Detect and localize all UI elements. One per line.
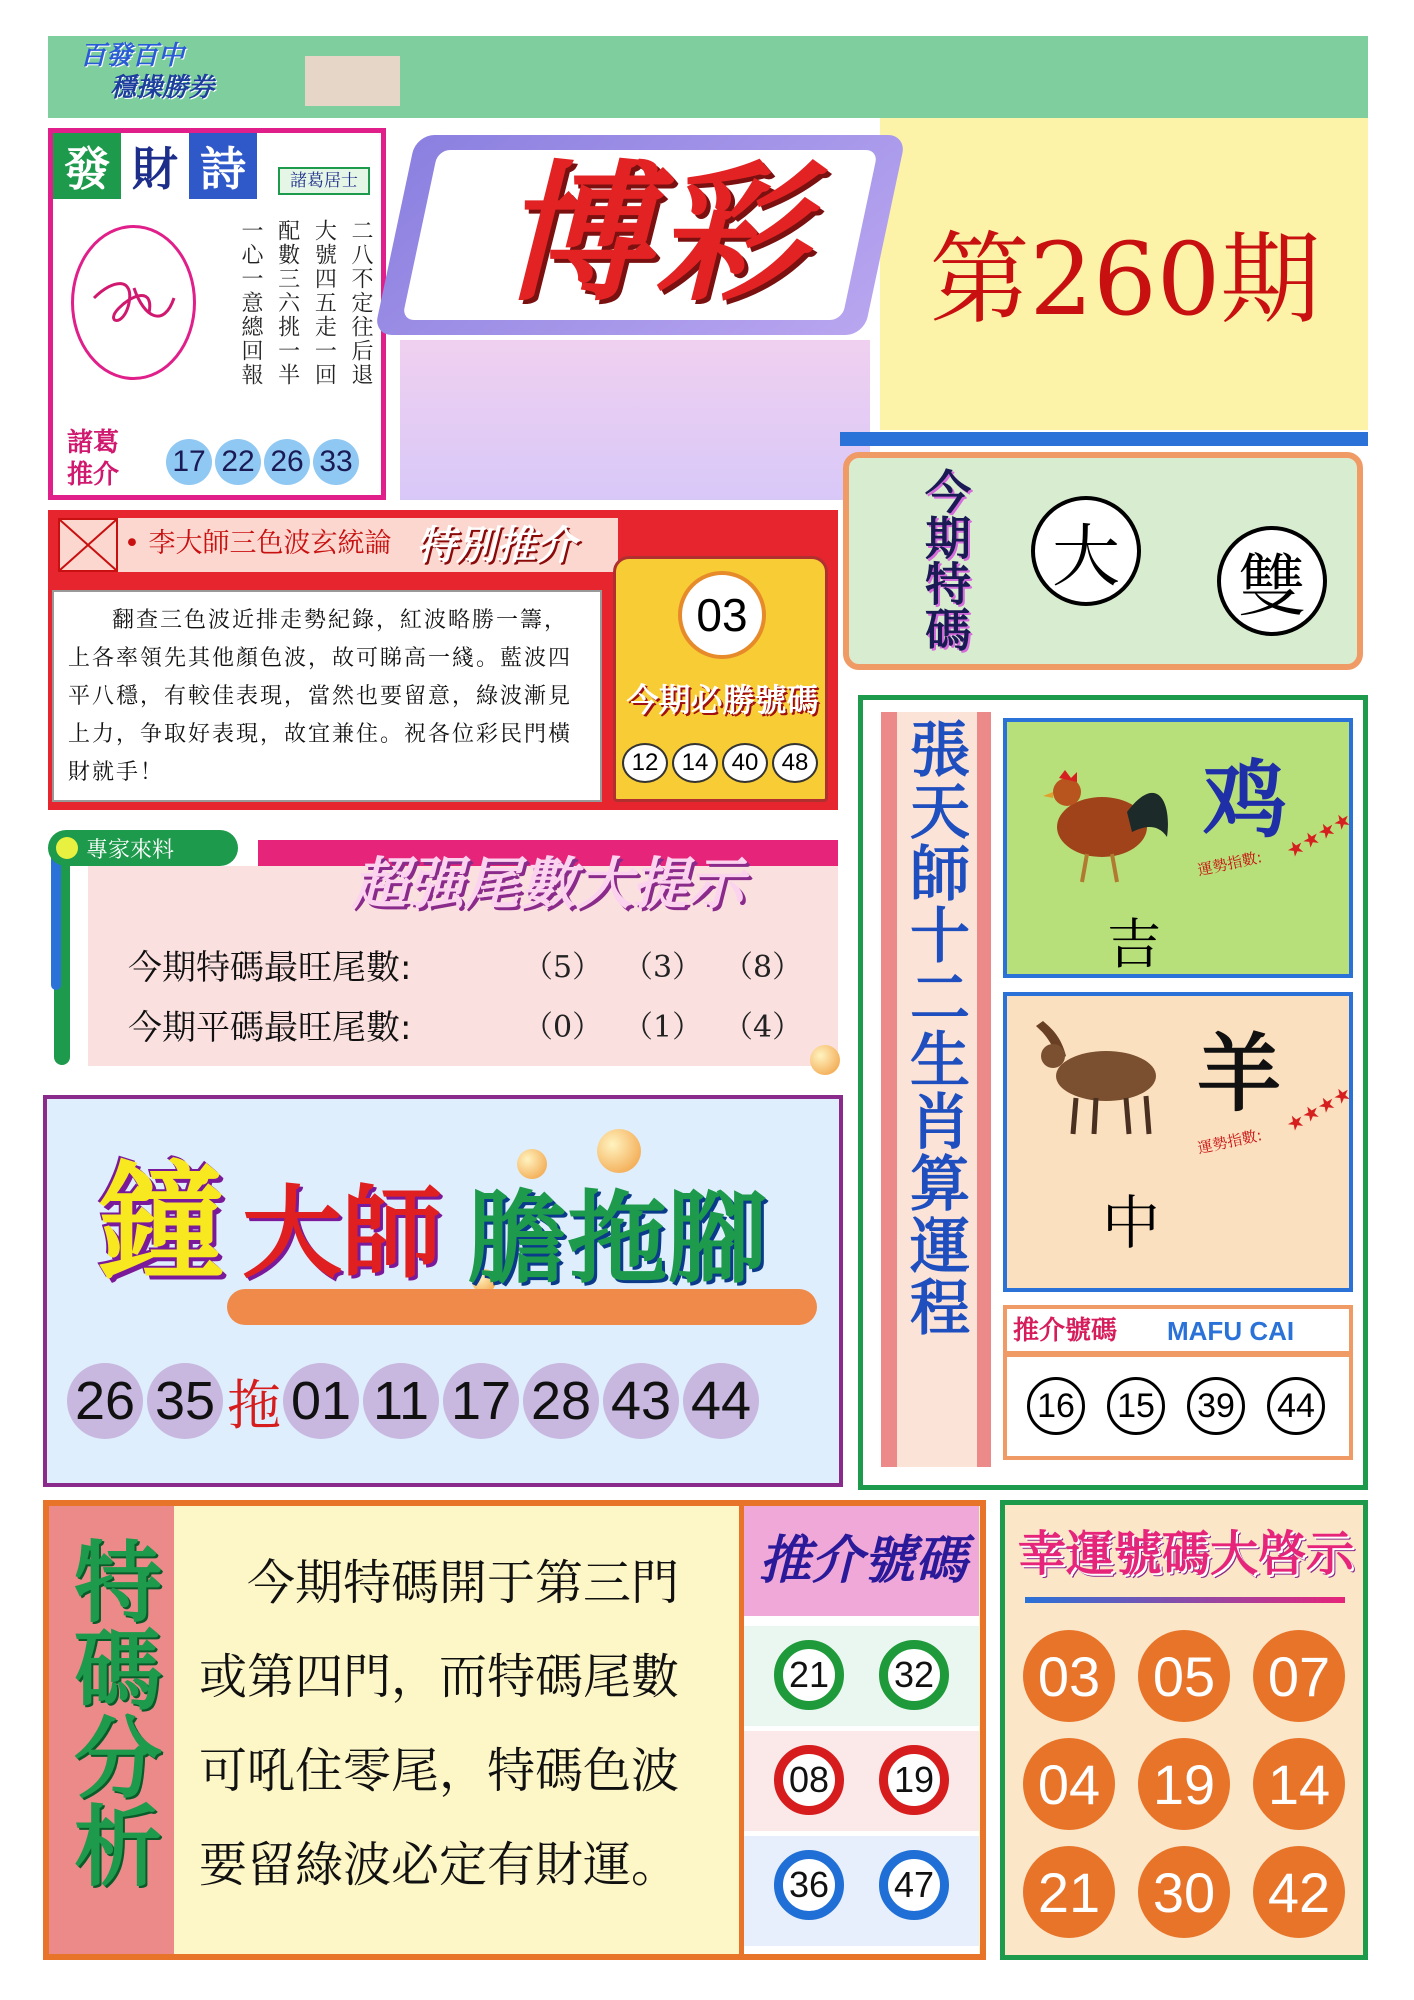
tail-title: 超强尾數大提示 [352, 852, 744, 917]
goat-card [1003, 992, 1356, 1292]
zodiac-animal-1: 鸡 [1203, 751, 1288, 849]
tail-value: （8） [723, 950, 803, 985]
lucky-ball: 03 [1023, 1630, 1115, 1722]
zodiac-rec-divider [1007, 1351, 1349, 1357]
tail-value: （5） [523, 950, 603, 985]
color-wave-panel [48, 510, 838, 810]
recommend-ball: 08 [774, 1745, 844, 1815]
rooster-card [1003, 718, 1356, 978]
recommend-ball: 36 [774, 1850, 844, 1920]
zhong-numbers [67, 1361, 837, 1441]
decor-bubble [810, 1045, 840, 1075]
must-win-ball: 40 [722, 743, 768, 783]
zhong-ball: 01 [283, 1363, 359, 1439]
color-wave-body [52, 590, 602, 802]
slogan-line2: 穩操勝券 [110, 73, 215, 103]
fortune-label: 運勢指數: [1196, 848, 1264, 880]
zhong-ball: 17 [443, 1363, 519, 1439]
must-win-box [613, 556, 828, 802]
poem-lines [235, 219, 375, 439]
zhong-title-2: 大師 [242, 1175, 442, 1292]
tail-tag [48, 830, 238, 866]
poem-author: 諸葛居士 [278, 167, 370, 195]
recommend-panel [739, 1506, 979, 1954]
lucky-ball: 19 [1138, 1738, 1230, 1830]
poem-title-char: 詩 [189, 133, 257, 199]
zodiac-rec-ball: 39 [1187, 1377, 1245, 1435]
must-win-top-ball: 03 [678, 571, 766, 659]
must-win-label: 今期必勝號碼 [626, 681, 819, 719]
special-code-value: 大 [1031, 496, 1141, 606]
zhong-ball: 35 [147, 1363, 223, 1439]
poem-line: 一心一意總回報 [238, 219, 263, 387]
zodiac-animal-2: 羊 [1197, 1025, 1282, 1123]
slogan-line1: 百發百中 [80, 41, 185, 71]
poem-line: 大號四五走一回 [311, 219, 337, 387]
analysis-line: 要留綠波必定有財運。 [199, 1837, 680, 1893]
poem-number-ball: 26 [264, 439, 310, 485]
must-win-ball: 48 [772, 743, 818, 783]
tail-row2-label: 今期平碼最旺尾數: [128, 1007, 412, 1048]
lucky-underline [1025, 1597, 1345, 1603]
poem-number-ball: 33 [313, 439, 359, 485]
zhong-ball: 11 [363, 1363, 439, 1439]
lucky-ball: 42 [1253, 1846, 1345, 1938]
slogan [80, 40, 280, 110]
decor-bubble [597, 1129, 641, 1173]
lucky-ball: 04 [1023, 1738, 1115, 1830]
recommend-ball: 21 [774, 1640, 844, 1710]
analysis-line: 今期特碼開于第三門 [247, 1555, 680, 1611]
zhong-title-1: 鐘 [97, 1149, 226, 1298]
lucky-ball: 07 [1253, 1630, 1345, 1722]
fortune-label: 運勢指數: [1196, 1126, 1264, 1158]
issue-label: 第260期 [929, 221, 1321, 338]
zodiac-rec-brand: MAFU CAI [1167, 1316, 1295, 1346]
lucky-ball: 14 [1253, 1738, 1345, 1830]
zodiac-title: 張天師十二生肖算運程 [900, 718, 970, 1338]
rooster-icon [1027, 742, 1177, 892]
poem-title-char: 發 [53, 133, 121, 199]
lucky-ball: 05 [1138, 1630, 1230, 1722]
zhong-ball: 44 [683, 1363, 759, 1439]
brand-title: 博彩 [500, 148, 809, 322]
recommend-ball: 32 [879, 1640, 949, 1710]
zodiac-fortune-1: 吉 [1107, 913, 1161, 976]
tail-value: （1） [623, 1010, 703, 1045]
poem-line: 配數三六挑一半 [274, 219, 300, 387]
analysis-line: 或第四門，而特碼尾數 [199, 1649, 680, 1705]
cross-icon [58, 518, 118, 572]
poem-number-ball: 17 [166, 439, 212, 485]
lucky-ball: 30 [1138, 1846, 1230, 1938]
special-recommend-badge: 特別推介 [416, 523, 576, 569]
special-code-panel [843, 452, 1363, 670]
zhong-panel [43, 1095, 843, 1487]
color-wave-title: • 李大師三色波玄統論 [124, 528, 392, 559]
must-win-ball: 12 [622, 743, 668, 783]
tag-dot-icon [56, 837, 78, 859]
tail-tag-text: 專家來料 [86, 837, 175, 863]
must-win-ball: 14 [672, 743, 718, 783]
special-code-label: 今期特碼 [918, 468, 972, 652]
analysis-line: 可吼住零尾，特碼色波 [199, 1743, 680, 1799]
poem-title-box [53, 133, 258, 199]
zhong-ball: 43 [603, 1363, 679, 1439]
zhong-title-3: 膽拖腳 [467, 1180, 767, 1297]
fortune-stars-icon: ★★★★ [1281, 806, 1356, 863]
poem-line: 二八不定往后退 [347, 219, 373, 387]
poem-title-char: 財 [121, 133, 189, 199]
brand-fade [400, 340, 870, 500]
zodiac-fortune-2: 中 [1102, 1189, 1161, 1257]
blurred-patch [305, 56, 400, 106]
poem-panel [48, 128, 386, 500]
recommend-ball: 47 [879, 1850, 949, 1920]
tail-left-bar-inner [51, 850, 61, 990]
special-code-value: 雙 [1217, 526, 1327, 636]
zodiac-rec-ball: 15 [1107, 1377, 1165, 1435]
tuo-label: 拖 [227, 1373, 281, 1437]
zodiac-rec-ball: 44 [1267, 1377, 1325, 1435]
poem-number-ball: 22 [215, 439, 261, 485]
tail-panel [48, 830, 838, 1075]
zhong-ball: 28 [523, 1363, 599, 1439]
tail-row2 [128, 1002, 828, 1046]
poem-recommend-label: 諸葛推介 [67, 428, 120, 490]
analysis-body [199, 1536, 759, 1936]
fortune-stars-icon: ★★★★ [1281, 1080, 1356, 1137]
recommend-title: 推介號碼 [758, 1531, 967, 1591]
tail-value: （0） [523, 1010, 603, 1045]
tail-row1-label: 今期特碼最旺尾數: [128, 947, 412, 988]
zodiac-panel [858, 695, 1368, 1490]
zodiac-rec-label: 推介號碼 [1013, 1316, 1118, 1346]
lucky-ball: 21 [1023, 1846, 1115, 1938]
analysis-title: 特碼分析 [60, 1536, 163, 1888]
signature-seal [71, 225, 196, 380]
color-wave-text: 翻查三色波近排走勢紀錄，紅波略勝一籌，上各率領先其他顏色波，故可睇高一綫。藍波四平八穩，有較佳表現，當然也要留意，綠波漸見上力，争取好表現，故宜兼住。祝各位彩民門橫財就手！ [68, 608, 573, 785]
signature-icon [74, 228, 194, 378]
zhong-ball: 26 [67, 1363, 143, 1439]
zodiac-rec-box [1003, 1305, 1353, 1460]
recommend-ball: 19 [879, 1745, 949, 1815]
lucky-title: 幸運號碼大啓示 [1017, 1526, 1354, 1582]
tail-row1 [128, 942, 828, 986]
zodiac-rec-ball: 16 [1027, 1377, 1085, 1435]
tail-value: （4） [723, 1010, 803, 1045]
goat-icon [1021, 1006, 1171, 1146]
analysis-panel [43, 1500, 986, 1960]
special-code-strip [840, 432, 1368, 446]
lucky-panel [1000, 1500, 1368, 1960]
tail-value: （3） [623, 950, 703, 985]
